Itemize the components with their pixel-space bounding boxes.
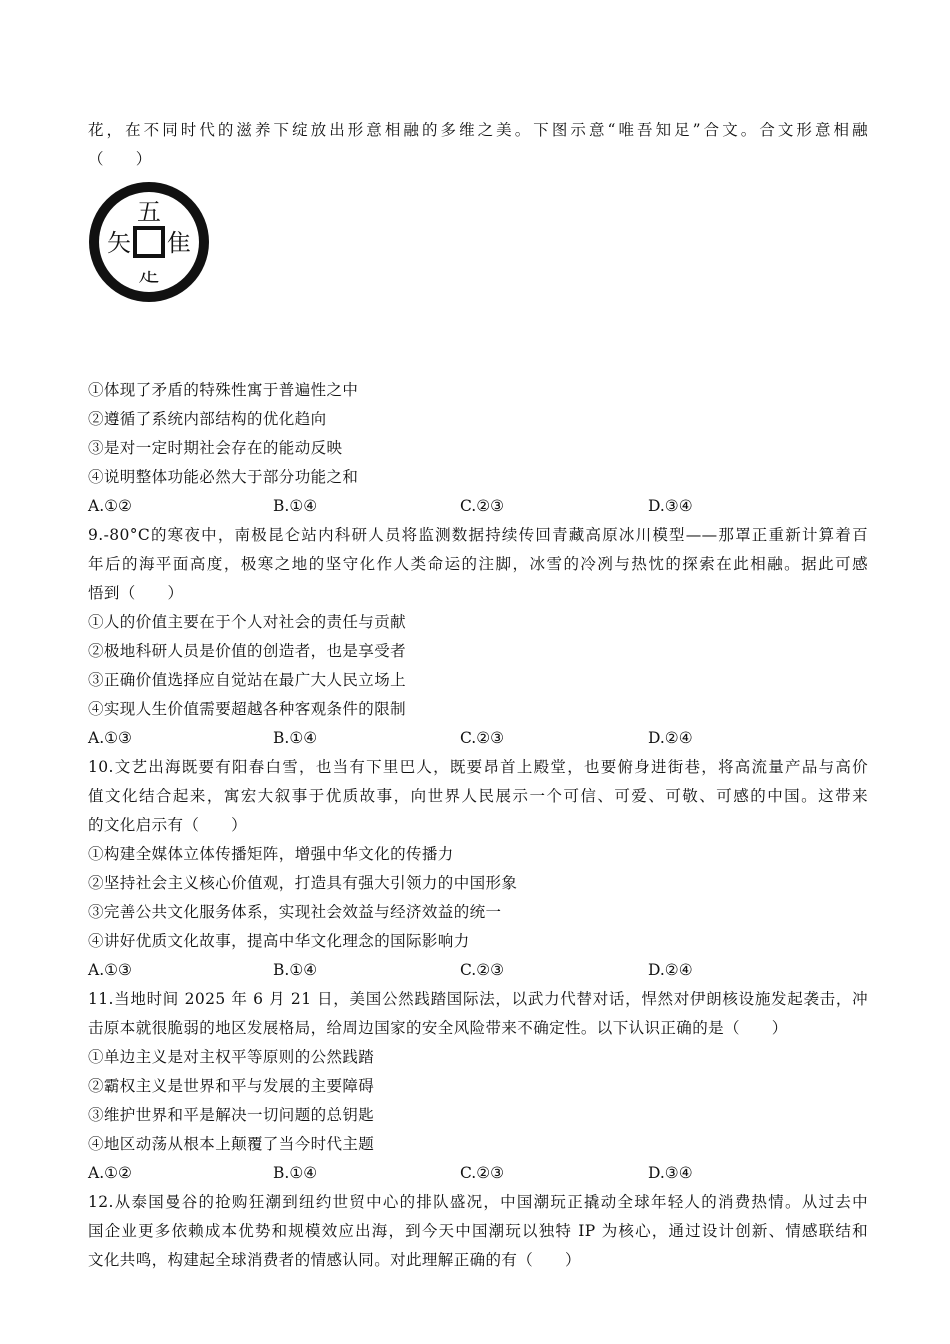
q9-stem-3: 悟到（ ） xyxy=(88,584,184,602)
q9-options xyxy=(88,724,868,753)
exam-page xyxy=(88,116,868,1275)
q11-stem-2: 击原本就很脆弱的地区发展格局，给周边国家的安全风险带来不确定性。以下认识正确的是（ ） xyxy=(88,1019,788,1037)
q8-item-3: ③是对一定时期社会存在的能动反映 xyxy=(88,439,343,457)
q11-item-1: ①单边主义是对主权平等原则的公然践踏 xyxy=(88,1048,375,1066)
q8-option-b[interactable]: B.①④ xyxy=(273,497,318,515)
q9-item-3: ③正确价值选择应自觉站在最广大人民立场上 xyxy=(88,671,407,689)
q10-item-3: ③完善公共文化服务体系，实现社会效益与经济效益的统一 xyxy=(88,903,502,921)
q9-option-b[interactable]: B.①④ xyxy=(273,729,318,747)
q9-option-a[interactable]: A.①③ xyxy=(88,729,132,747)
q10-stem-2: 值文化结合起来，寓宏大叙事于优质故事，向世界人民展示一个可信、可爱、可敬、可感的中国。这带来 xyxy=(88,787,868,805)
q11-option-d[interactable]: D.③④ xyxy=(648,1164,693,1182)
q8-item-1: ①体现了矛盾的特殊性寓于普遍性之中 xyxy=(88,381,359,399)
q8-item-4: ④说明整体功能必然大于部分功能之和 xyxy=(88,468,359,486)
q11-item-4: ④地区动荡从根本上颠覆了当今时代主题 xyxy=(88,1135,375,1153)
q10-stem-3: 的文化启示有（ ） xyxy=(88,816,248,834)
q10-item-1: ①构建全媒体立体传播矩阵，增强中华文化的传播力 xyxy=(88,845,454,863)
q9-option-d[interactable]: D.②④ xyxy=(648,729,693,747)
q11-stem-1: 11.当地时间 2025 年 6 月 21 日，美国公然践踏国际法，以武力代替对话，悍然对伊朗核设施发起袭击，冲 xyxy=(88,990,868,1008)
q12-stem-1: 12.从泰国曼谷的抢购狂潮到纽约世贸中心的排队盛况，中国潮玩正撬动全球年轻人的消费热情。从过去中 xyxy=(88,1193,868,1211)
q8-option-c[interactable]: C.②③ xyxy=(460,497,505,515)
q10-option-a[interactable]: A.①③ xyxy=(88,961,132,979)
q10-option-c[interactable]: C.②③ xyxy=(460,961,505,979)
q9-option-c[interactable]: C.②③ xyxy=(460,729,505,747)
q11-option-c[interactable]: C.②③ xyxy=(460,1164,505,1182)
q9-item-4: ④实现人生价值需要超越各种客观条件的限制 xyxy=(88,700,407,718)
intro-line-1: 花，在不同时代的滋养下绽放出形意相融的多维之美。下图示意“唯吾知足”合文。合文形意相融 xyxy=(88,121,868,139)
coin-char-bottom: 龰 xyxy=(137,262,161,287)
q9-stem-1: 9.-80°C的寒夜中，南极昆仑站内科研人员将监测数据持续传回青藏高原冰川模型——那罩正重新计算着百 xyxy=(88,526,868,544)
q11-option-a[interactable]: A.①② xyxy=(88,1164,132,1182)
q12-stem-2: 国企业更多依赖成本优势和规模效应出海，到今天中国潮玩以独特 IP 为核心，通过设计创新、情感联结和 xyxy=(88,1222,868,1240)
hewen-figure xyxy=(88,174,868,376)
q8-item-2: ②遵循了系统内部结构的优化趋向 xyxy=(88,410,327,428)
q12-stem-3: 文化共鸣，构建起全球消费者的情感认同。对此理解正确的有（ ） xyxy=(88,1251,581,1269)
q9-stem-2: 年后的海平面高度，极寒之地的坚守化作人类命运的注脚，冰雪的冷冽与热忱的探索在此相融。据此可感 xyxy=(88,555,868,573)
q11-item-2: ②霸权主义是世界和平与发展的主要障碍 xyxy=(88,1077,375,1095)
q10-option-d[interactable]: D.②④ xyxy=(648,961,693,979)
q8-option-d[interactable]: D.③④ xyxy=(648,497,693,515)
coin-char-right: 隹 xyxy=(167,229,191,257)
q8-options xyxy=(88,492,868,521)
q11-option-b[interactable]: B.①④ xyxy=(273,1164,318,1182)
q11-options xyxy=(88,1159,868,1188)
q10-item-4: ④讲好优质文化故事，提高中华文化理念的国际影响力 xyxy=(88,932,470,950)
q10-options xyxy=(88,956,868,985)
q10-option-b[interactable]: B.①④ xyxy=(273,961,318,979)
q11-item-3: ③维护世界和平是解决一切问题的总钥匙 xyxy=(88,1106,375,1124)
q8-option-a[interactable]: A.①② xyxy=(88,497,132,515)
q10-stem-1: 10.文艺出海既要有阳春白雪，也当有下里巴人，既要昂首上殿堂，也要俯身进街巷，将高流量产品与高价 xyxy=(88,758,868,776)
q10-item-2: ②坚持社会主义核心价值观，打造具有强大引领力的中国形象 xyxy=(88,874,518,892)
coin-image xyxy=(88,180,210,304)
coin-char-left: 矢 xyxy=(107,229,131,257)
q9-item-1: ①人的价值主要在于个人对社会的责任与贡献 xyxy=(88,613,407,631)
intro-line-2: （ ） xyxy=(88,150,152,168)
q9-item-2: ②极地科研人员是价值的创造者，也是享受者 xyxy=(88,642,407,660)
coin-char-top: 五 xyxy=(137,198,161,226)
